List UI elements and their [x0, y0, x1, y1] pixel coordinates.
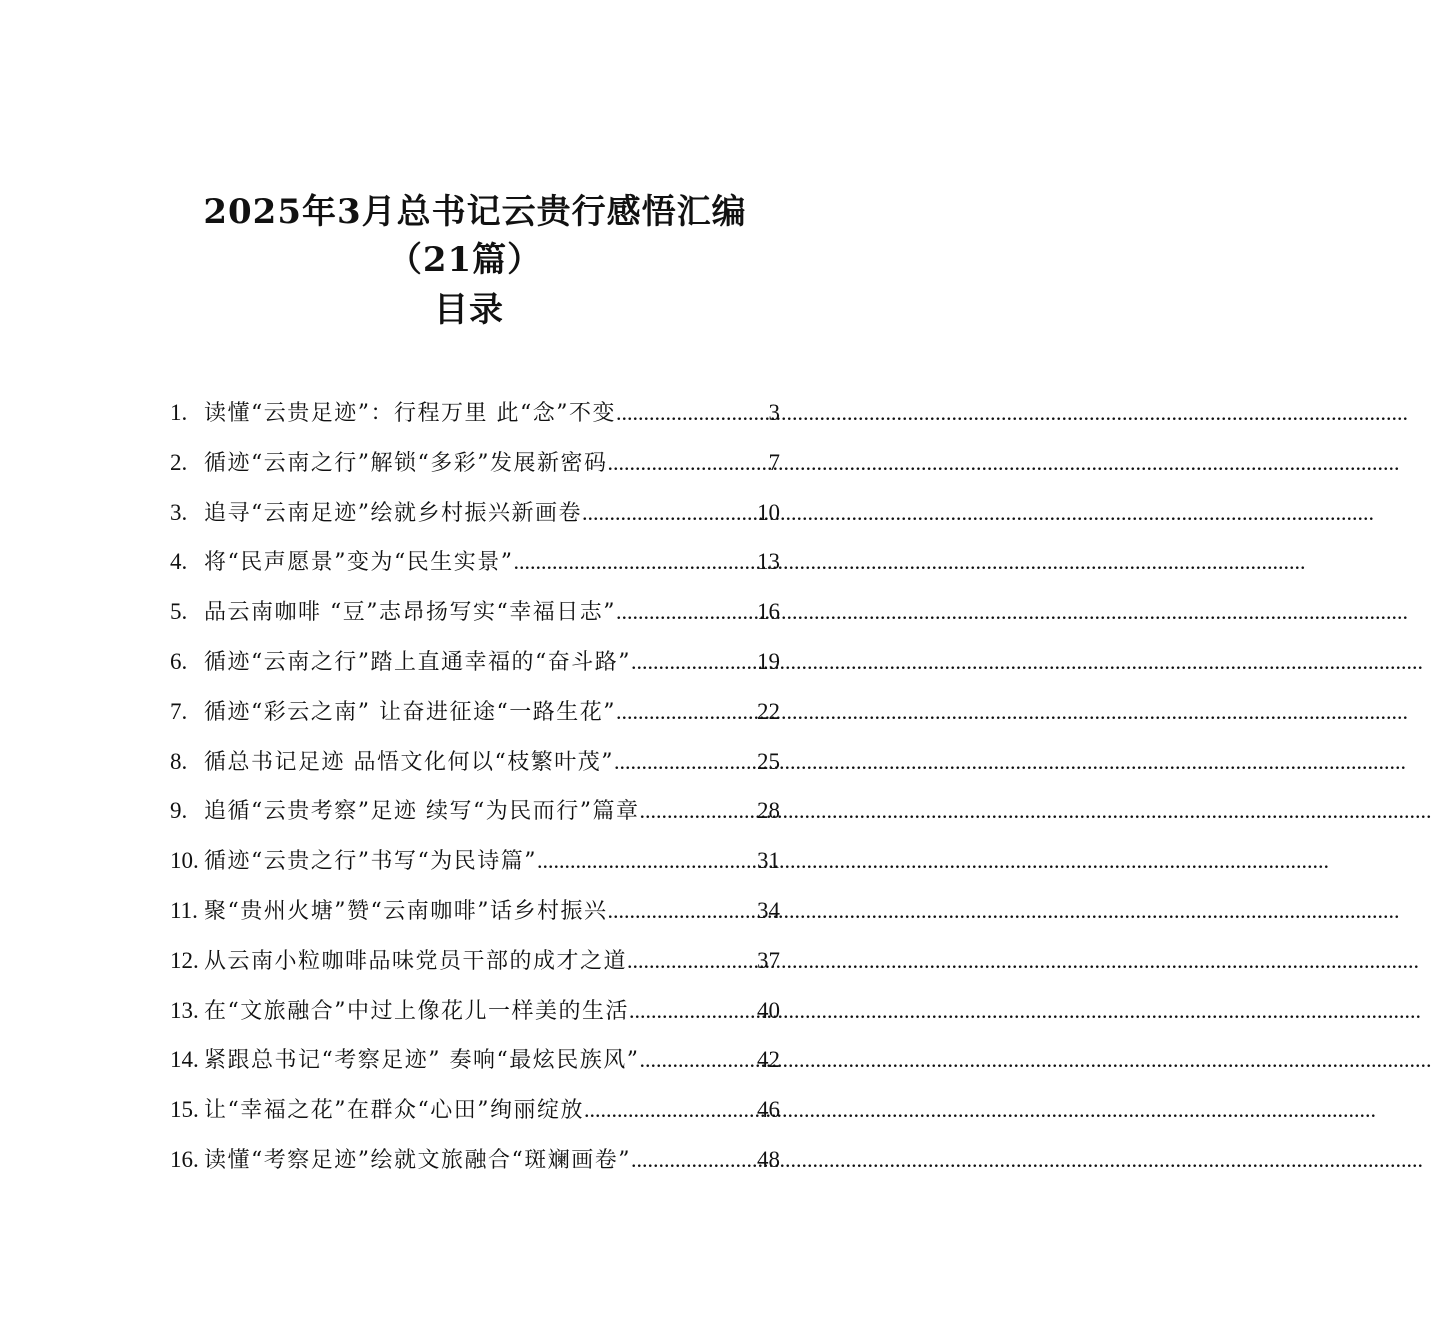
toc-entry[interactable]: [170, 986, 780, 1036]
toc-entry-number: 3.: [170, 499, 188, 525]
toc-entry-page: 28: [757, 798, 780, 824]
table-of-contents: [170, 388, 780, 1185]
document-title-block: [0, 188, 950, 334]
toc-entry-page: 19: [757, 648, 780, 674]
toc-entry-title: 循迹“云南之行”解锁“多彩”发展新密码: [204, 450, 608, 476]
toc-dot-leader: [537, 836, 757, 886]
toc-entry[interactable]: [170, 886, 780, 936]
toc-dot-leader: [639, 786, 757, 836]
toc-entry-page: 22: [757, 698, 780, 724]
toc-entry-title: 让“幸福之花”在群众“心田”绚丽绽放: [204, 1098, 584, 1124]
toc-dot-leader: [616, 388, 769, 438]
toc-entry-title: 循迹“彩云之南” 让奋进征途“一路生花”: [204, 699, 616, 725]
document-subtitle-count: （21篇）: [387, 240, 543, 280]
document-title: 2025年3月总书记云贵行感悟汇编: [203, 192, 747, 232]
toc-dot-leader: [631, 1135, 757, 1185]
toc-entry-number: 7.: [170, 698, 188, 724]
toc-entry[interactable]: [170, 1135, 780, 1185]
toc-entry[interactable]: [170, 687, 780, 737]
toc-dot-leader: [616, 587, 757, 637]
toc-entry[interactable]: [170, 936, 780, 986]
toc-entry-title: 聚“贵州火塘”赞“云南咖啡”话乡村振兴: [204, 898, 608, 924]
toc-entry[interactable]: [170, 637, 780, 687]
toc-entry-number: 8.: [170, 748, 188, 774]
toc-entry-title: 追寻“云南足迹”绘就乡村振兴新画卷: [204, 500, 582, 526]
toc-dot-leader: [627, 936, 757, 986]
toc-entry-number: 6.: [170, 648, 188, 674]
toc-entry-title: 循迹“云南之行”踏上直通幸福的“奋斗路”: [204, 649, 631, 675]
toc-entry-number: 16.: [170, 1146, 199, 1172]
toc-entry-title: 从云南小粒咖啡品味党员干部的成才之道: [204, 948, 628, 974]
toc-entry[interactable]: [170, 1035, 780, 1085]
toc-entry-number: 9.: [170, 798, 188, 824]
toc-entry-title: 读懂“云贵足迹”：行程万里 此“念”不变: [204, 401, 616, 426]
toc-entry-page: 46: [757, 1097, 780, 1123]
toc-dot-leader: [582, 488, 757, 538]
toc-entry-page: 25: [757, 748, 780, 774]
toc-entry-page: 37: [757, 947, 780, 973]
toc-dot-leader: [629, 986, 757, 1036]
toc-dot-leader: [514, 537, 758, 587]
toc-entry-page: 7: [768, 449, 780, 475]
toc-entry[interactable]: [170, 438, 780, 488]
toc-entry-page: 3: [768, 400, 780, 425]
toc-entry-title: 读懂“考察足迹”绘就文旅融合“斑斓画卷”: [204, 1147, 631, 1173]
toc-dot-leader: [639, 1035, 757, 1085]
toc-heading: 目录: [434, 290, 504, 330]
toc-entry-number: 13.: [170, 997, 199, 1023]
toc-entry-page: 48: [757, 1146, 780, 1172]
toc-entry-page: 31: [757, 848, 780, 874]
toc-entry-title: 追循“云贵考察”足迹 续写“为民而行”篇章: [204, 799, 640, 825]
toc-entry[interactable]: [170, 388, 780, 438]
toc-entry-page: 40: [757, 997, 780, 1023]
toc-entry-number: 14.: [170, 1047, 199, 1073]
toc-entry-number: 10.: [170, 848, 199, 874]
toc-entry[interactable]: [170, 836, 780, 886]
toc-entry[interactable]: [170, 488, 780, 538]
toc-entry-title: 紧跟总书记“考察足迹” 奏响“最炫民族风”: [204, 1048, 640, 1074]
toc-entry-number: 2.: [170, 449, 188, 475]
toc-entry-number: 11.: [170, 897, 198, 923]
toc-entry-title: 循迹“云贵之行”书写“为民诗篇”: [204, 849, 537, 875]
toc-dot-leader: [614, 737, 757, 787]
toc-entry[interactable]: [170, 537, 780, 587]
toc-entry-title: 在“文旅融合”中过上像花儿一样美的生活: [204, 998, 629, 1024]
toc-entry[interactable]: [170, 1085, 780, 1135]
toc-entry-number: 4.: [170, 549, 188, 575]
toc-entry-page: 10: [757, 499, 780, 525]
toc-entry-number: 5.: [170, 599, 188, 625]
toc-entry[interactable]: [170, 737, 780, 787]
toc-entry-page: 42: [757, 1047, 780, 1073]
toc-entry-page: 13: [757, 549, 780, 575]
toc-entry-title: 品云南咖啡 “豆”志昂扬写实“幸福日志”: [204, 600, 616, 626]
toc-dot-leader: [608, 438, 769, 488]
toc-dot-leader: [631, 637, 757, 687]
toc-entry[interactable]: [170, 587, 780, 637]
toc-entry-number: 15.: [170, 1097, 199, 1123]
toc-dot-leader: [608, 886, 758, 936]
toc-entry-page: 34: [757, 897, 780, 923]
toc-entry[interactable]: [170, 786, 780, 836]
toc-dot-leader: [584, 1085, 757, 1135]
toc-entry-title: 将“民声愿景”变为“民生实景”: [204, 550, 514, 576]
toc-entry-number: 12.: [170, 947, 199, 973]
toc-entry-number: 1.: [170, 400, 188, 425]
toc-entry-page: 16: [757, 599, 780, 625]
toc-entry-title: 循总书记足迹 品悟文化何以“枝繁叶茂”: [204, 749, 614, 775]
toc-dot-leader: [616, 687, 757, 737]
